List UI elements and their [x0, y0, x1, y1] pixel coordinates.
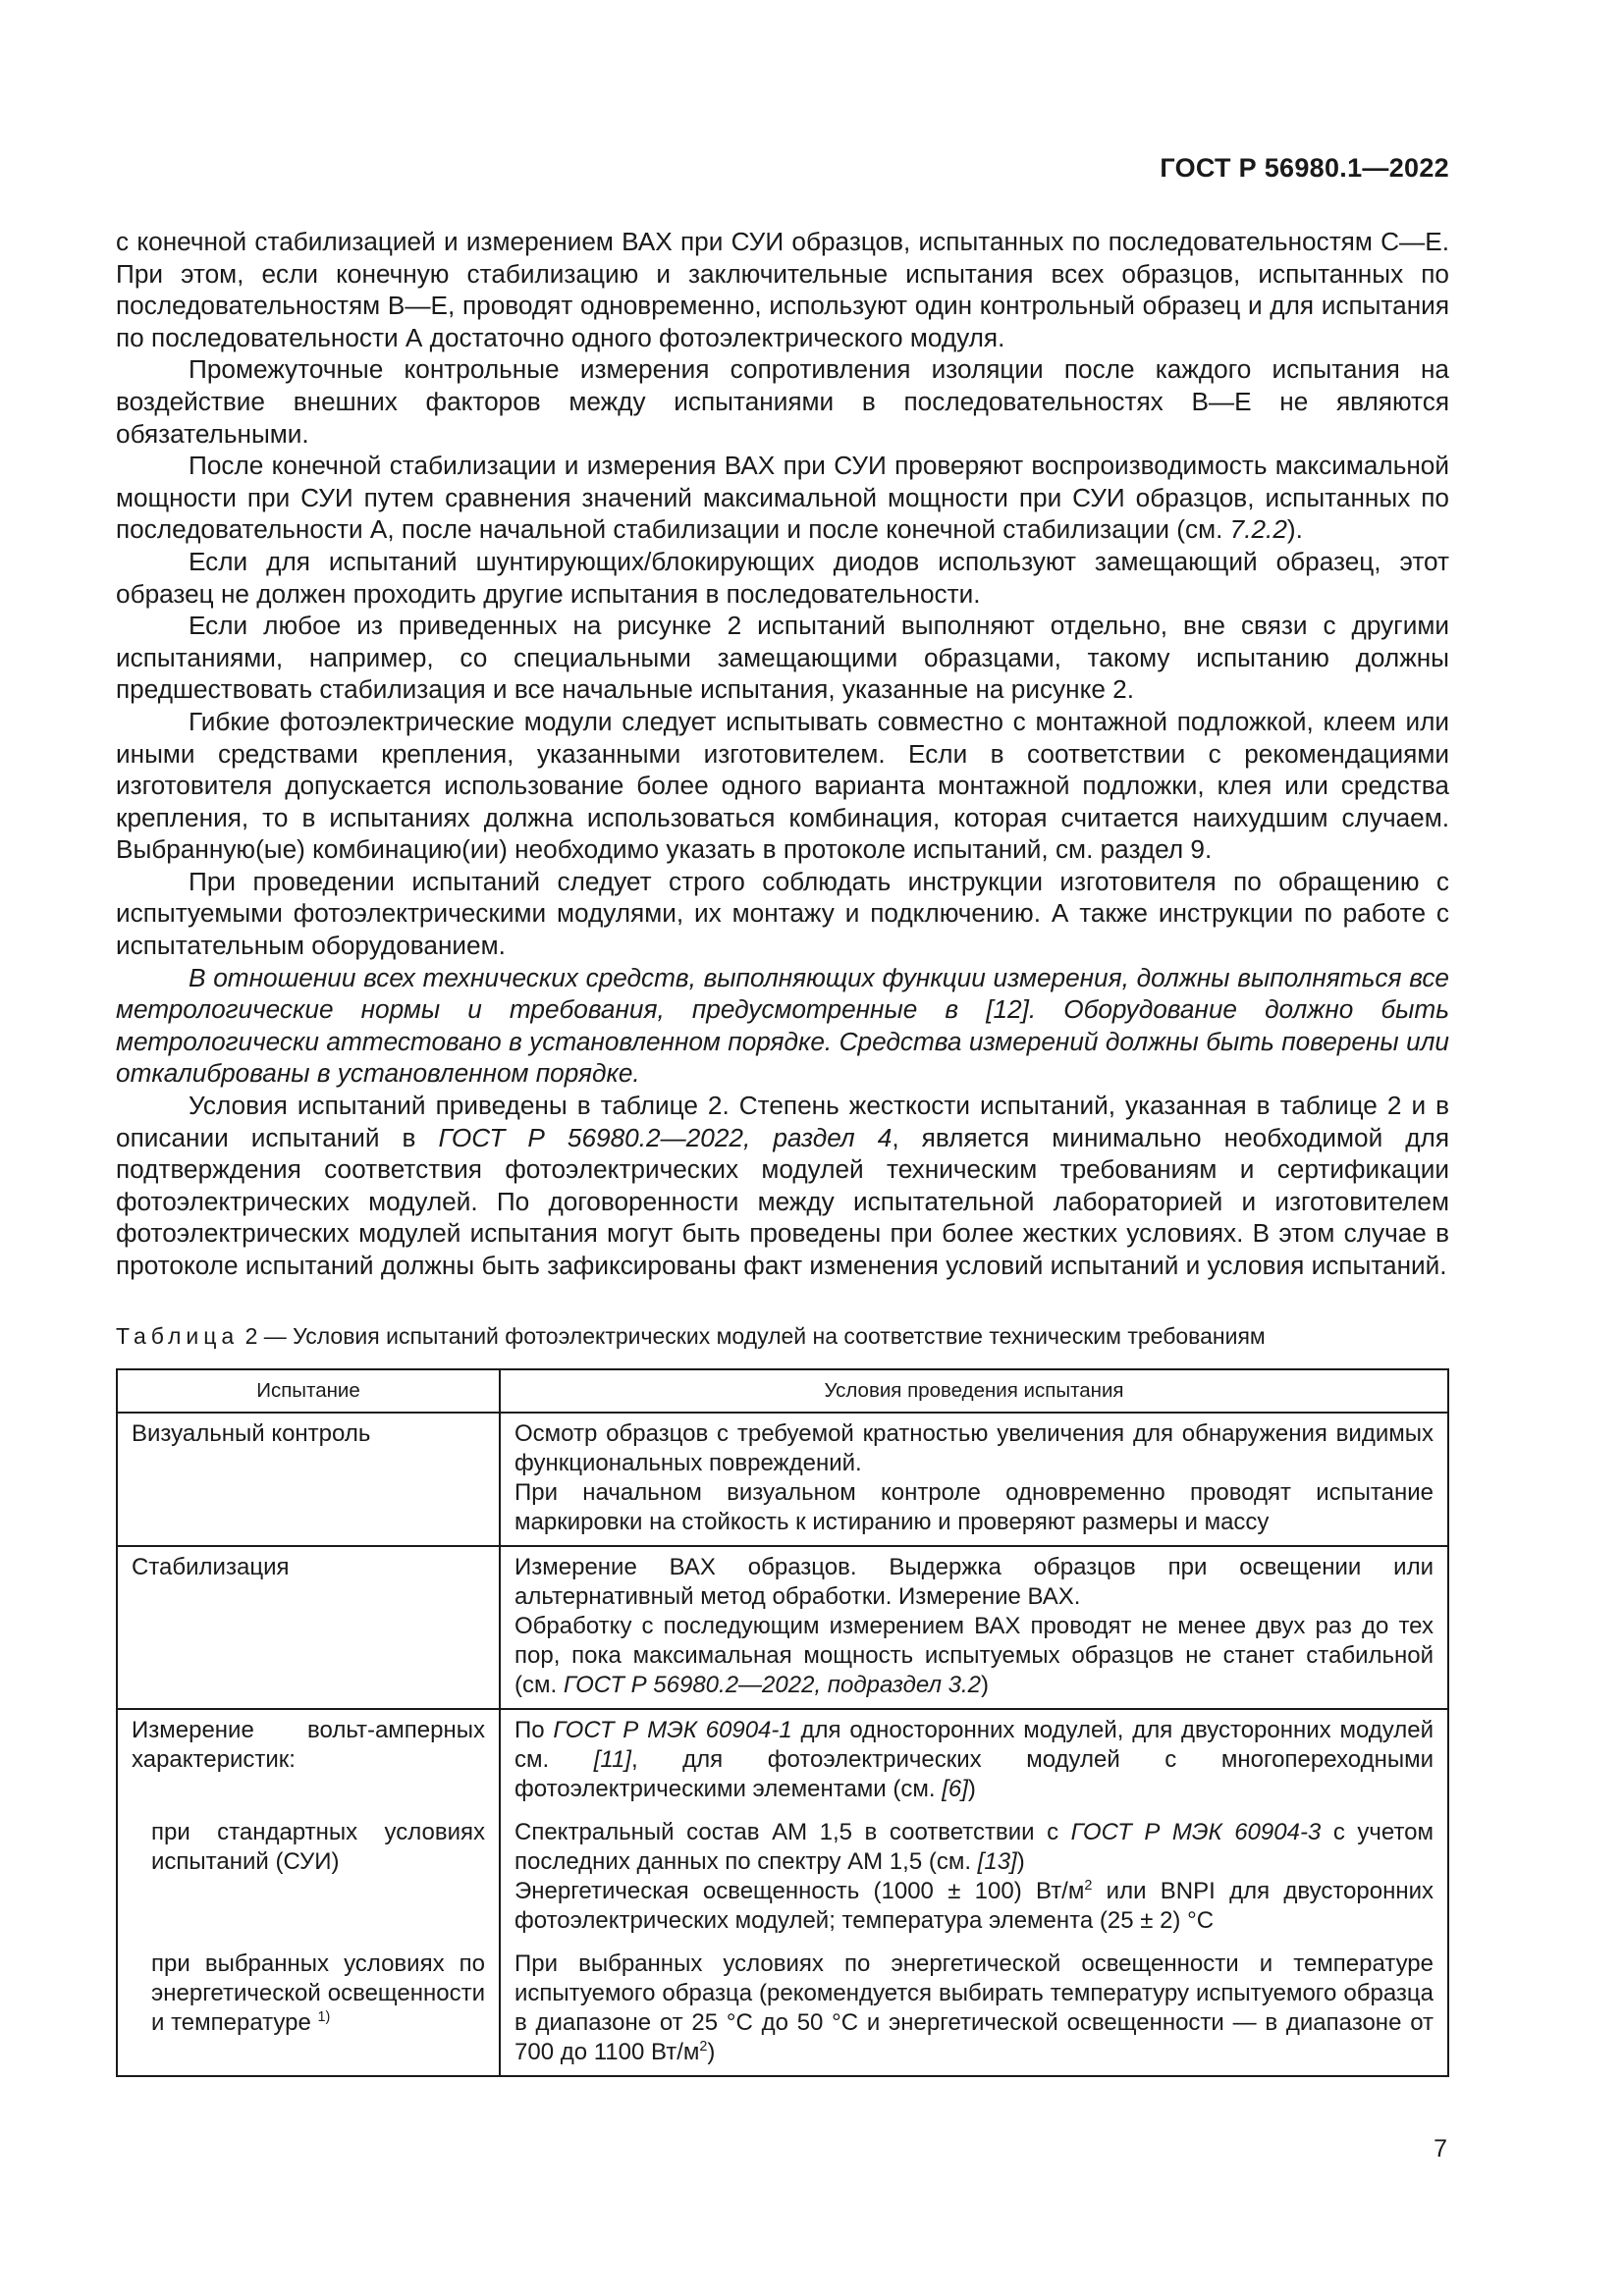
metrology-note: В отношении всех технических средств, выполняющих функции измерения, должны выполняться все метрологические нормы и требования, предусмотренные в [12]. Оборудование должно быть метрологически аттестовано в установленном порядке. Средства измерений должны быть поверены или откалиброваны в установленном порядке. [116, 962, 1449, 1089]
test-name-cell: Стабилизация [117, 1546, 500, 1709]
paragraph: Если любое из приведенных на рисунке 2 испытаний выполняют отдельно, вне связи с другими испытаниями, например, со специальными замещающими образцами, такому испытанию должны предшествовать стабилизация и все начальные испытания, указанные на рисунке 2. [116, 611, 1449, 705]
table-header-row [117, 1369, 1448, 1413]
conditions-text: Осмотр образцов с требуемой кратностью увеличения для обнаружения видимых функциональных повреждений. [514, 1420, 1434, 1476]
conditions-text-part: ) [967, 1776, 976, 1802]
paragraph: с конечной стабилизацией и измерением ВАХ при СУИ образцов, испытанных по последовательностям С—Е. При этом, если конечную стабилизацию и заключительные испытания всех образцов, испытанных по последовательностям В—Е, проводят одновременно, используют один контрольный образец и для испытания по последовательности А достаточно одного фотоэлектрического модуля. [116, 227, 1449, 352]
paragraph [116, 1090, 1449, 1282]
conditions-text-part: с учетом последних данных по спектру АМ 1,5 (см. [514, 1819, 1435, 1875]
column-header-conditions: Условия проведения испытания [500, 1369, 1448, 1413]
test-name-text: при выбранных условиях по энергетической освещенности и температуре [151, 1950, 485, 2036]
conditions-text: При начальном визуальном контроле одновременно проводят испытание маркировки на стойкость к истиранию и проверяют размеры и массу [514, 1479, 1434, 1535]
test-name-cell: Визуальный контроль [117, 1413, 500, 1546]
conditions-text-part: , для фотоэлектрических модулей с многопереходными фотоэлектрическими элементами (см. [514, 1746, 1434, 1802]
paragraph-text: ). [1286, 514, 1303, 545]
table-row [117, 1709, 1448, 1812]
bibliography-reference: [11] [593, 1746, 631, 1773]
conditions-cell [500, 1812, 1448, 1944]
conditions-text-part: ) [1016, 1848, 1025, 1875]
paragraph-text: Условия испытаний приведены в таблице 2. Степень жесткости испытаний, указанная в таблице 2 и в описании испытаний в [116, 1091, 1449, 1152]
conditions-text-part: Спектральный состав АМ 1,5 в соответствии с [514, 1819, 1071, 1845]
bibliography-reference: [6] [942, 1776, 968, 1802]
body-text [116, 226, 1449, 1282]
standard-code: ГОСТ Р 56980.1—2022 [1160, 153, 1449, 183]
conditions-text-part: Энергетическая освещенность (1000 ± 100) Вт/м [514, 1878, 1085, 1904]
superscript: 2 [699, 2039, 708, 2055]
conditions-text: Измерение ВАХ образцов. Выдержка образцов при освещении или альтернативный метод обработки. Измерение ВАХ. [514, 1554, 1434, 1610]
standard-reference: ГОСТ Р МЭК 60904-1 [553, 1717, 792, 1743]
paragraph-text: , является минимально необходимой для подтверждения соответствия фотоэлектрических модулей техническим требованиям и сертификации фотоэлектрических модулей. По договоренности между испытательной лабораторией и изготовителем фотоэлектрических модулей испытания могут быть проведены при более жестких условиях. В этом случае в протоколе испытаний должны быть зафиксированы факт изменения условий испытаний и условия испытаний. [116, 1122, 1450, 1280]
table-row [117, 1944, 1448, 2076]
standard-reference: ГОСТ Р 56980.2—2022, подраздел 3.2 [563, 1672, 982, 1698]
bibliography-reference: [13] [977, 1848, 1017, 1875]
table-row [117, 1546, 1448, 1709]
paragraph: При проведении испытаний следует строго соблюдать инструкции изготовителя по обращению с испытуемыми фотоэлектрическими модулями, их монтажу и подключению. А также инструкции по работе с испытательным оборудованием. [116, 866, 1449, 961]
test-conditions-table [116, 1368, 1449, 2077]
test-name-cell: при стандартных условиях испытаний (СУИ) [117, 1812, 500, 1944]
paragraph-italic [116, 962, 1449, 1090]
conditions-text-part: ) [981, 1672, 990, 1698]
footnote-marker: 1) [317, 2009, 331, 2025]
table-row [117, 1413, 1448, 1546]
table-caption-text: 2 — Условия испытаний фотоэлектрических модулей на соответствие техническим требованиям [239, 1323, 1266, 1349]
standard-reference: ГОСТ Р 56980.2—2022, раздел 4 [438, 1122, 893, 1152]
section-reference: 7.2.2 [1229, 514, 1287, 545]
page-number: 7 [1434, 2135, 1447, 2163]
conditions-cell [500, 1944, 1448, 2076]
paragraph [116, 450, 1449, 546]
table-caption [116, 1321, 1449, 1351]
conditions-text-part: При выбранных условиях по энергетической освещенности и температуре испытуемого образца (рекомендуется выбирать температуру испытуемого образца в диапазоне от 25 °С до 50 °С и энергетической освещенности — в диапазоне от 700 до 1100 Вт/м [514, 1950, 1434, 2065]
table-caption-label: Таблица [116, 1323, 240, 1349]
paragraph: Гибкие фотоэлектрические модули следует испытывать совместно с монтажной подложкой, клеем или иными средствами крепления, указанными изготовителем. Если в соответствии с рекомендациями изготовителя допускается использование более одного варианта монтажной подложки, клея или средства крепления, то в испытаниях должна использоваться комбинация, которая считается наихудшим случаем. Выбранную(ые) комбинацию(ии) необходимо указать в протоколе испытаний, см. раздел 9. [116, 706, 1449, 865]
paragraph: Промежуточные контрольные измерения сопротивления изоляции после каждого испытания на воздействие внешних факторов между испытаниями в последовательностях В—Е не являются обязательными. [116, 354, 1449, 449]
conditions-cell [500, 1546, 1448, 1709]
paragraph-text: После конечной стабилизации и измерения ВАХ при СУИ проверяют воспроизводимость максимальной мощности при СУИ путем сравнения значений максимальной мощности при СУИ образцов, испытанных по последовательности А, после начальной стабилизации и после конечной стабилизации (см. [116, 451, 1449, 545]
conditions-text-part: ) [707, 2039, 716, 2065]
conditions-text [514, 1612, 1434, 1700]
conditions-text [514, 1818, 1434, 1877]
conditions-cell [500, 1413, 1448, 1546]
conditions-text-part: По [514, 1717, 554, 1743]
standard-reference: ГОСТ Р МЭК 60904-3 [1070, 1819, 1322, 1845]
conditions-text [514, 1877, 1434, 1936]
conditions-text-part: для односторонних модулей, для двусторонних модулей см. [514, 1717, 1434, 1773]
test-name-cell [117, 1944, 500, 2076]
conditions-cell [500, 1709, 1448, 1812]
column-header-test: Испытание [117, 1369, 500, 1413]
superscript: 2 [1084, 1878, 1093, 1894]
document-page [116, 0, 1449, 2296]
test-name-cell: Измерение вольт-амперных характеристик: [117, 1709, 500, 1812]
paragraph: Если для испытаний шунтирующих/блокирующих диодов используют замещающий образец, этот образец не должен проходить другие испытания в последовательности. [116, 546, 1449, 609]
conditions-text-part: Обработку с последующим измерением ВАХ проводят не менее двух раз до тех пор, пока максимальная мощность испытуемых образцов не станет стабильной (см. [514, 1613, 1434, 1698]
conditions-text-part: или BNPI для двусторонних фотоэлектрических модулей; температура элемента (25 ± 2) °С [514, 1878, 1434, 1934]
table-row [117, 1812, 1448, 1944]
